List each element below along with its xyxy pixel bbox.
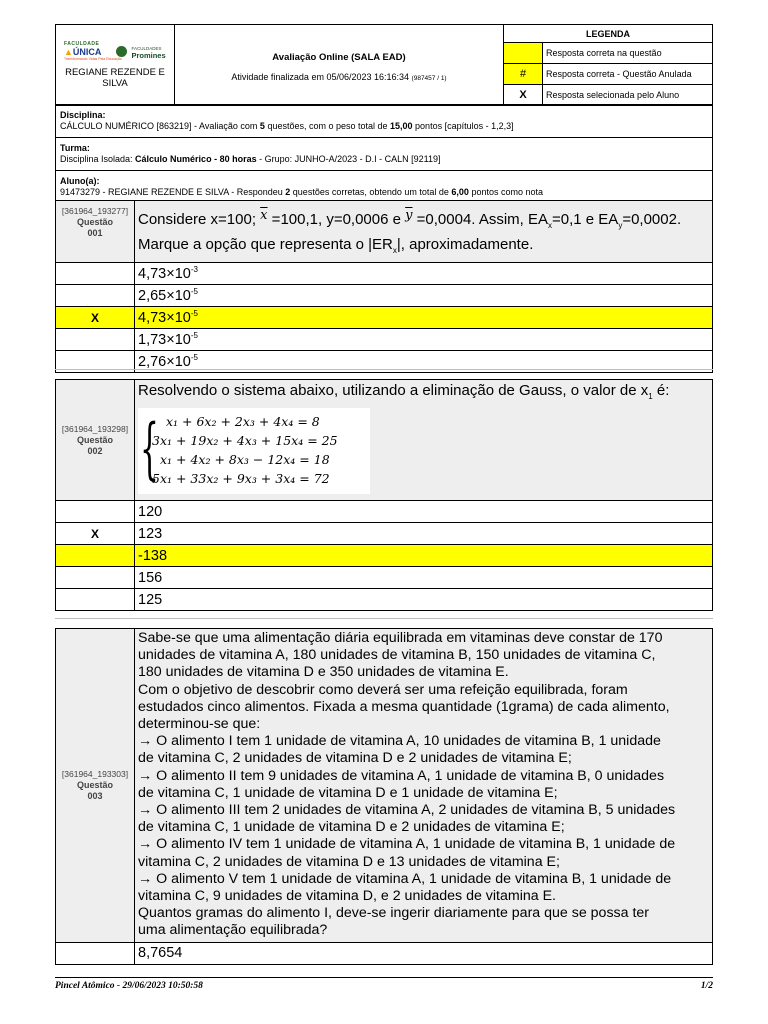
option-text: 125 <box>135 589 713 611</box>
option-row[interactable] <box>56 589 713 611</box>
question-line: uma alimentação equilibrada? <box>138 922 328 939</box>
option-mark <box>56 263 135 285</box>
question-id: [361964_193303] <box>61 768 129 779</box>
option-mark <box>56 567 135 589</box>
equation-1: x₁ + 6x₂ + 2x₃ + 4x₄ = 8 <box>166 414 320 429</box>
question-003 <box>55 628 713 965</box>
question-number: 003 <box>87 790 103 801</box>
option-text: $4,73\times 10^{-5}$ <box>135 307 713 329</box>
question-line: → O alimento I tem 1 unidade de vitamina A, 10 unidades de vitamina B, 1 unidade <box>138 733 661 750</box>
info-table <box>55 104 713 204</box>
option-row[interactable] <box>56 567 713 589</box>
question-line: de vitamina C, 1 unidade de vitamina D e 1 unidade de vitamina E; <box>138 784 558 801</box>
question-id: [361964_193277] <box>61 206 129 216</box>
turma-row <box>56 138 713 171</box>
question-line: estudados cinco alimentos. Fixada a mesma quantidade (1grama) de cada alimento, <box>138 698 670 715</box>
question-line: determinou-se que: <box>138 716 261 733</box>
question-line: → O alimento V tem 1 unidade de vitamina A, 1 unidade de vitamina B, 1 unidade de <box>138 870 672 887</box>
option-mark: X <box>56 307 135 329</box>
question-label: Questão <box>76 217 113 227</box>
option-mark <box>56 285 135 307</box>
page-title: Avaliação Online (SALA EAD) <box>272 52 406 63</box>
question-line: Com o objetivo de descobrir como deverá ser uma refeição equilibrada, foram <box>138 681 628 698</box>
option-text: $2,65\times 10^{-5}$ <box>135 285 713 307</box>
legend-symbol-annulled: # <box>504 64 543 85</box>
disciplina-row <box>56 105 713 138</box>
student-name-header: REGIANE REZENDE E SILVA <box>65 67 165 89</box>
question-002 <box>55 379 713 611</box>
question-header-001 <box>56 201 135 263</box>
logo-cell <box>56 25 175 106</box>
header-table <box>55 24 713 106</box>
aluno-text: 91473279 - REGIANE REZENDE E SILVA - Respondeu 2 questões corretas, obtendo um total de 6,00 pontos como nota <box>60 187 543 197</box>
option-text: $2,76\times 10^{-5}$ <box>135 351 713 373</box>
option-row-selected[interactable] <box>56 523 713 545</box>
question-line: Quantos gramas do alimento I, deve-se ingerir diariamente para que se possa ter <box>138 905 650 922</box>
option-text: 123 <box>135 523 713 545</box>
promines-logo: FACULDADES Promines <box>116 43 172 61</box>
question-line: vitamina C, 2 unidades de vitamina D e 13 unidades de vitamina E; <box>138 853 560 870</box>
question-line: vitamina C, 9 unidades de vitamina D, e 2 unidades de vitamina E. <box>138 888 556 905</box>
turma-label: Turma: <box>60 143 90 153</box>
legend-text-correct: Resposta correta na questão <box>543 43 713 64</box>
separator-line <box>55 618 713 619</box>
question-001 <box>55 200 713 373</box>
question-line: Sabe-se que uma alimentação diária equilibrada em vitaminas deve constar de 170 <box>138 630 663 646</box>
question-number: 001 <box>87 228 103 238</box>
footer-page-number: 1/2 <box>700 981 713 991</box>
option-text: 120 <box>135 501 713 523</box>
option-text: $4,73\times 10^{-3}$ <box>135 263 713 285</box>
question-text-002: Resolvendo o sistema abaixo, utilizando a eliminação de Gauss, o valor de $x_1$ é: { x₁ + 6x₂ + 2x₃ + 4x₄ = 8 3x₁ + 19x₂ + 4x₃ + 15x₄ = 25 x₁ + 4x₂ + 8x₃ − 12x₄ = 18 5x₁ + 33x₂ + 9x₃ + 3x₄ = 72 <box>135 380 713 501</box>
option-row-selected[interactable] <box>56 307 713 329</box>
footer-line <box>55 977 713 978</box>
option-mark <box>56 589 135 611</box>
disciplina-label: Disciplina: <box>60 110 106 120</box>
option-row[interactable] <box>56 263 713 285</box>
question-line: unidades de vitamina A, 180 unidades de vitamina B, 150 unidades de vitamina C, <box>138 647 656 664</box>
equation-system <box>138 408 370 494</box>
option-text: 156 <box>135 567 713 589</box>
option-text: 8,7654 <box>135 942 713 964</box>
question-number: 002 <box>87 445 103 456</box>
option-text: $1,73\times 10^{-5}$ <box>135 329 713 351</box>
legend-title: LEGENDA <box>504 25 713 43</box>
question-text-001: Considere x=100; $\overline{x} =100,1$, y=0,0006 e $\overline{y} =0,0004$. Assim, $EA_x=0,1$ e $EA_y=0,0002$. Marque a opção que representa o $|ER_x|$, aproximadamente. <box>135 201 713 263</box>
option-row[interactable] <box>56 329 713 351</box>
option-mark <box>56 329 135 351</box>
question-line: de vitamina C, 2 unidades de vitamina D e 2 unidades de vitamina E; <box>138 750 572 767</box>
option-row[interactable] <box>56 285 713 307</box>
question-line: → O alimento IV tem 1 unidade de vitamina A, 1 unidade de vitamina B, 1 unidade de <box>138 836 676 853</box>
left-brace: { <box>140 410 159 487</box>
option-row[interactable] <box>56 942 713 964</box>
option-mark <box>56 942 135 964</box>
faculdade-unica-logo: FACULDADE ▲ÚNICA Transformando Vidas Pela Educação <box>64 41 122 61</box>
question-text-003 <box>135 629 713 943</box>
question-header-002 <box>56 380 135 501</box>
equation-2: 3x₁ + 19x₂ + 4x₃ + 15x₄ = 25 <box>152 433 338 448</box>
option-mark: X <box>56 523 135 545</box>
legend-symbol-selected: X <box>504 85 543 106</box>
aluno-row <box>56 171 713 204</box>
question-line: → O alimento III tem 2 unidades de vitamina A, 2 unidades de vitamina B, 5 unidades <box>138 802 676 819</box>
question-label: Questão <box>76 779 113 790</box>
legend-symbol-correct <box>504 43 543 64</box>
option-row[interactable] <box>56 501 713 523</box>
legend-text-annulled: Resposta correta - Questão Anulada <box>543 64 713 85</box>
separator-line <box>55 369 713 370</box>
option-mark <box>56 501 135 523</box>
question-id: [361964_193298] <box>61 423 129 434</box>
option-row-correct[interactable] <box>56 545 713 567</box>
question-line: 180 unidades de vitamina D e 350 unidades de vitamina E. <box>138 664 509 681</box>
question-header-003 <box>56 629 135 943</box>
aluno-label: Aluno(a): <box>60 176 100 186</box>
option-mark <box>56 545 135 567</box>
equation-4: 5x₁ + 33x₂ + 9x₃ + 3x₄ = 72 <box>152 471 330 486</box>
question-line: de vitamina C, 1 unidade de vitamina D e 2 unidades de vitamina E; <box>138 819 565 836</box>
footer-left: Pincel Atômico - 29/06/2023 10:50:58 <box>55 981 203 991</box>
option-text: -138 <box>135 545 713 567</box>
turma-text: Disciplina Isolada: Cálculo Numérico - 80 horas - Grupo: JUNHO-A/2023 - D.I - CALN [92119] <box>60 154 441 164</box>
disciplina-text: CÁLCULO NUMÉRICO [863219] - Avaliação com 5 questões, com o peso total de 15,00 pontos [capítulos - 1,2,3] <box>60 121 514 131</box>
legend-text-selected: Resposta selecionada pelo Aluno <box>543 85 713 106</box>
finished-info: Atividade finalizada em 05/06/2023 16:16:34 (987457 / 1) <box>231 72 447 82</box>
question-line: → O alimento II tem 9 unidades de vitamina A, 1 unidade de vitamina B, 0 unidades <box>138 767 665 784</box>
title-cell <box>175 25 504 106</box>
equation-3: x₁ + 4x₂ + 8x₃ − 12x₄ = 18 <box>160 452 330 467</box>
question-label: Questão <box>76 434 113 445</box>
